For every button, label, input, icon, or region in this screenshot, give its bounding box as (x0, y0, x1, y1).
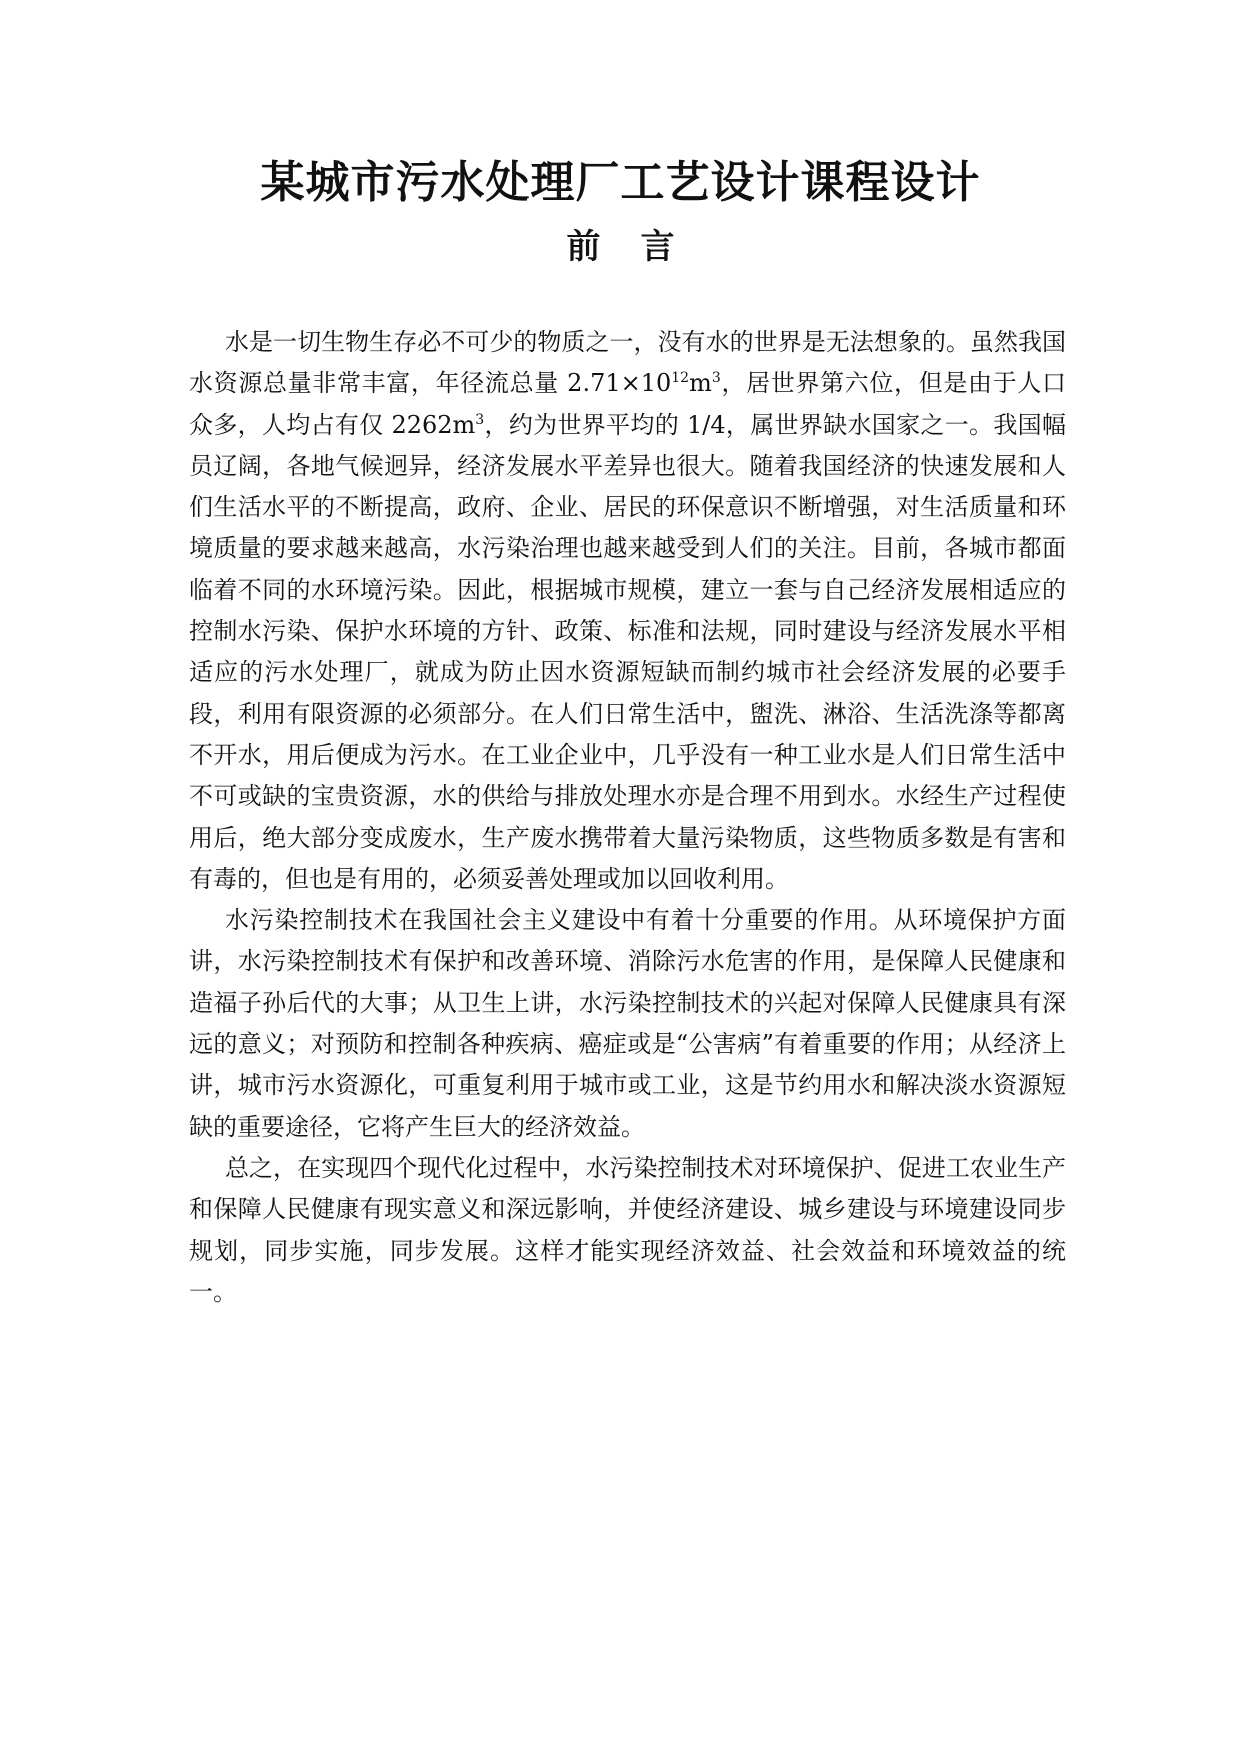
document-body (189, 322, 1066, 1313)
section-heading-preface: 前言 (566, 227, 715, 267)
paragraph-3: 总之，在实现四个现代化过程中，水污染控制技术对环境保护、促进工农业生产和保障人民健康有现实意义和深远影响，并使经济建设、城乡建设与环境建设同步规划，同步实施，同步发展。这样才能实现经济效益、社会效益和环境效益的统一。 (189, 1153, 1066, 1306)
superscript-cubic: 3 (475, 411, 485, 428)
document-title: 某城市污水处理厂工艺设计课程设计 (260, 157, 981, 208)
paragraph-2: 水污染控制技术在我国社会主义建设中有着十分重要的作用。从环境保护方面讲，水污染控制技术有保护和改善环境、消除污水危害的作用，是保障人民健康和造福子孙后代的大事；从卫生上讲，水污染控制技术的兴起对保障人民健康具有深远的意义；对预防和控制各种疾病、癌症或是“公害病”有着重要的作用；从经济上讲，城市污水资源化，可重复利用于城市或工业，这是节约用水和解决淡水资源短缺的重要途径，它将产生巨大的经济效益。 (189, 906, 1066, 1141)
paragraph-1-text-b: ，居世界第六位，但是由于人口众多，人均占有仅 2262m (189, 369, 1067, 439)
unit-text: m (689, 369, 712, 398)
paragraph-1-text-c: ，约为世界平均的 1/4，属世界缺水国家之一。我国幅员辽阔，各地气候迥异，经济发展水平差异也很大。随着我国经济的快速发展和人们生活水平的不断提高，政府、企业、居民的环保意识不断增强，对生活质量和环境质量的要求越来越高，水污染治理也越来越受到人们的关注。目前，各城市都面临着不同的水环境污染。因此，根据城市规模，建立一套与自己经济发展相适应的控制水污染、保护水环境的方针、政策、标准和法规，同时建设与经济发展水平相适应的污水处理厂，就成为防止因水资源短缺而制约城市社会经济发展的必要手段，利用有限资源的必须部分。在人们日常生活中，盥洗、淋浴、生活洗涤等都离不开水，用后便成为污水。在工业企业中，几乎没有一种工业水是人们日常生活中不可或缺的宝贵资源，水的供给与排放处理水亦是合理不用到水。水经生产过程使用后，绝大部分变成废水，生产废水携带着大量污染物质，这些物质多数是有害和有毒的，但也是有用的，必须妥善处理或加以回收利用。 (189, 410, 1066, 893)
superscript-cubic: 3 (711, 370, 721, 387)
superscript-exponent: 12 (671, 370, 690, 387)
paragraph-1 (189, 322, 1066, 900)
paragraph-1-text-a: 水是一切生物生存必不可少的物质之一，没有水的世界是无法想象的。虽然我国水资源总量非常丰富，年径流总量 2.71×10 (189, 328, 1066, 398)
